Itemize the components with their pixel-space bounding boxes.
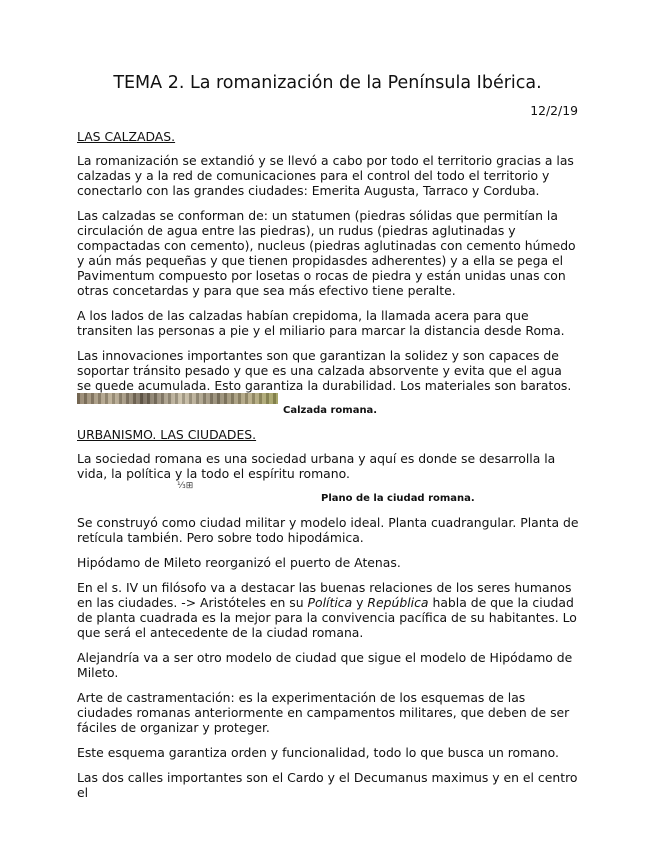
figure-plano (77, 481, 579, 511)
paragraph: Las innovaciones importantes son que garantizan la solidez y son capaces de soportar tránsito pesado y que es una calzada absorvente y evita que el agua se quede acumulada. Esto garantiza la durabilidad. Los materiales son baratos. (77, 348, 572, 393)
paragraph: Alejandría va a ser otro modelo de ciudad que sigue el modelo de Hipódamo de Mileto. (77, 650, 573, 680)
paragraph: Arte de castramentación: es la experimentación de los esquemas de las ciudades romanas anteriormente en campamentos militares, que deben de ser fáciles de organizar y proteger. (77, 690, 570, 735)
paragraph: Las dos calles importantes son el Cardo y el Decumanus maximus y en el centro el (77, 770, 578, 800)
text-run: habla de que la ciudad de planta cuadrada es la mejor para la convivencia pacífica de su habitantes. Lo que será el antecedente de la ciudad romana. (77, 595, 577, 640)
paragraph: Este esquema garantiza orden y funcionalidad, todo lo que busca un romano. (77, 745, 559, 760)
broken-image-icon: ⅓⊞ (177, 481, 194, 491)
section-heading-calzadas: LAS CALZADAS. (77, 129, 176, 144)
text-run: En el s. IV un filósofo va a destacar las buenas relaciones de los seres humanos en las ciudades. -> Aristóteles en su (77, 580, 572, 610)
document-body (77, 129, 579, 810)
document-date: 12/2/19 (530, 103, 578, 118)
figure-calzada (77, 393, 579, 415)
text-run: y (352, 595, 368, 610)
italic-title: República (367, 595, 429, 610)
italic-title: Política (307, 595, 353, 610)
paragraph: Se construyó como ciudad militar y modelo ideal. Planta cuadrangular. Planta de retícula también. Pero sobre todo hipodámica. (77, 515, 579, 545)
paragraph: La sociedad romana es una sociedad urbana y aquí es donde se desarrolla la vida, la política y la todo el espíritu romano. (77, 451, 556, 481)
paragraph: La romanización se extandió y se llevó a cabo por todo el territorio gracias a las calzadas y a la red de comunicaciones para el control del todo el territorio y conectarlo con las grandes ciudades: Emerita Augusta, Tarraco y Corduba. (77, 153, 574, 198)
page-title: TEMA 2. La romanización de la Península Ibérica. (113, 73, 542, 93)
figure-caption: Calzada romana. (283, 405, 378, 416)
figure-caption: Plano de la ciudad romana. (321, 493, 475, 504)
paragraph: Las calzadas se conforman de: un statumen (piedras sólidas que permitían la circulación de agua entre las piedras), un rudus (piedras aglutinadas y compactadas con cemento), nucleus (piedras aglutinadas con cemento húmedo y aún más pequeñas y que tienen propidasdes adherentes) y a ella se pega el Pavimentum compuesto por losetas o rocas de piedra y están unidas unas con otras concetardas y para que sea más efectivo tiene peralte. (77, 208, 576, 298)
calzada-image (77, 393, 278, 404)
paragraph: A los lados de las calzadas habían crepidoma, la llamada acera para que transiten las personas a pie y el miliario para marcar la distancia desde Roma. (77, 308, 565, 338)
section-heading-urbanismo: URBANISMO. LAS CIUDADES. (77, 427, 257, 442)
paragraph: Hipódamo de Mileto reorganizó el puerto de Atenas. (77, 555, 401, 570)
paragraph (77, 580, 579, 640)
